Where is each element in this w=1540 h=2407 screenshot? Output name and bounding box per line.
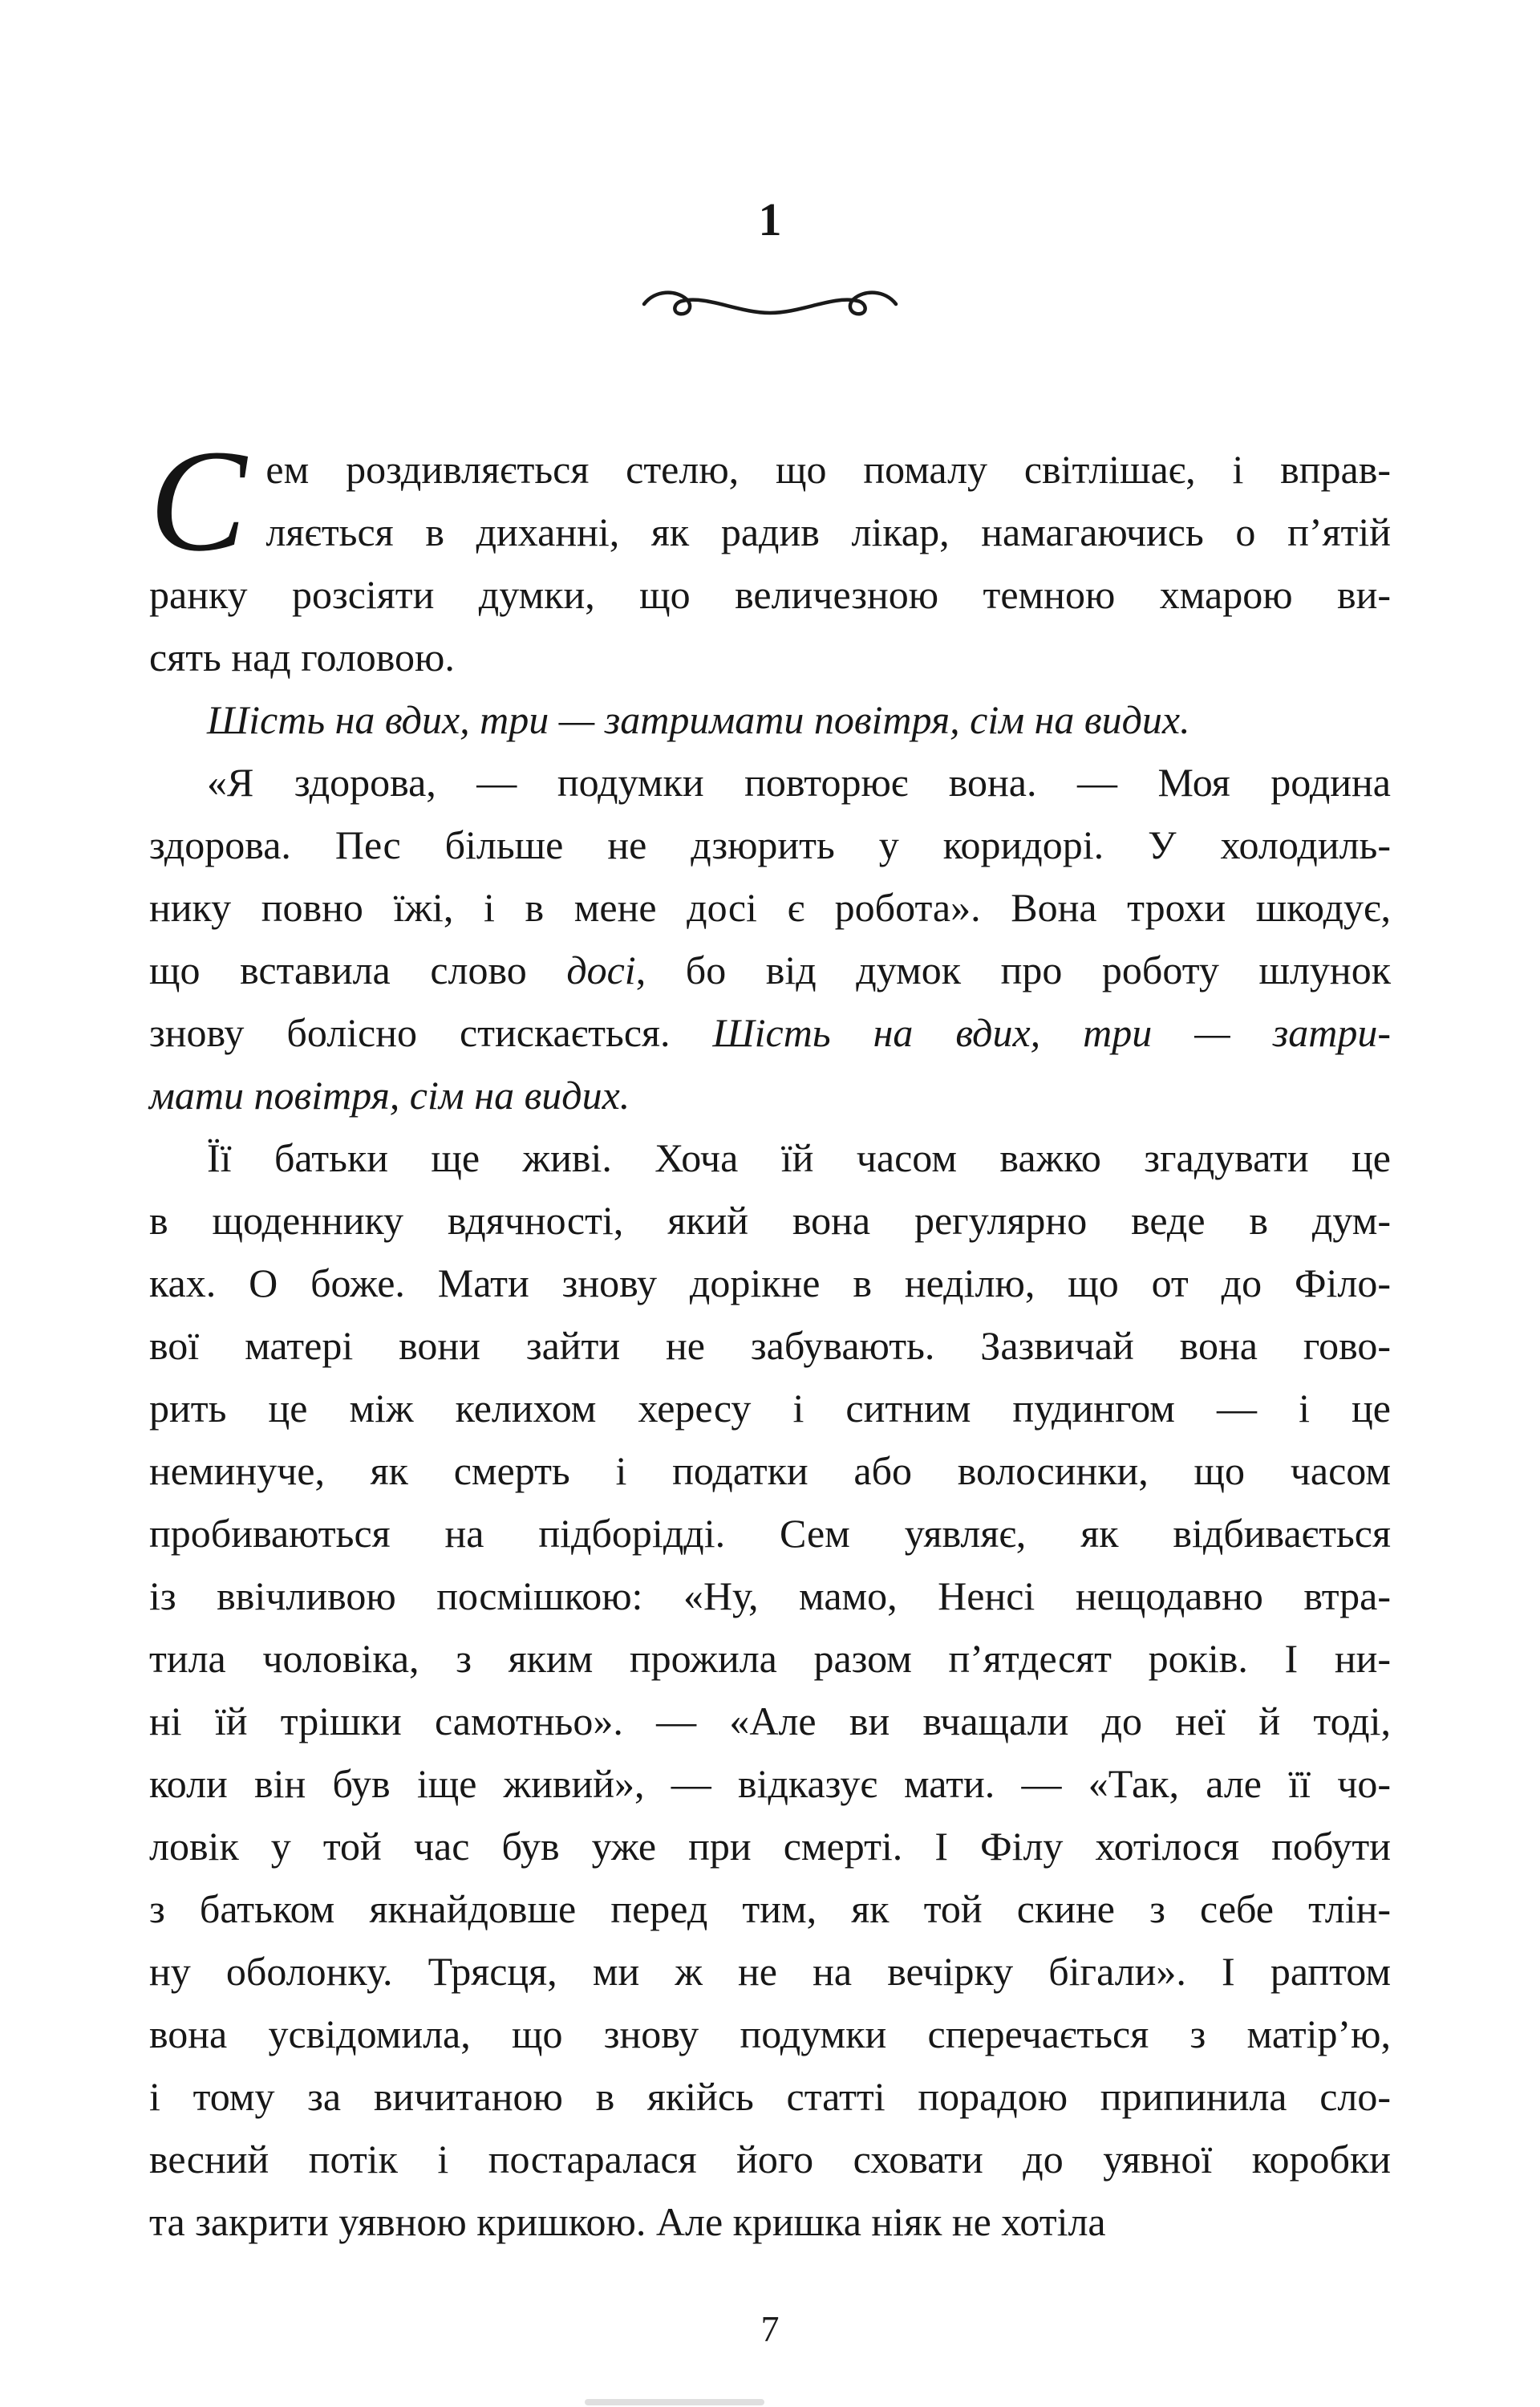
text-line: [149, 1752, 1391, 1815]
text-run: Шість на вдих, три — затри-: [712, 1010, 1391, 1055]
text-line: [149, 1064, 1391, 1126]
text-run: коли він був іще живий», — відказує мати. — «Так, але її чо-: [149, 1761, 1391, 1806]
text-run: та закрити уявною кришкою. Але кришка ніяк не хотіла: [149, 2199, 1106, 2244]
text-run: із ввічливою посмішкою: «Ну, мамо, Ненсі нещодавно втра-: [149, 1573, 1391, 1618]
text-line: [149, 1377, 1391, 1439]
flourish-divider-icon: [638, 282, 902, 323]
text-run: ляється в диханні, як радив лікар, намагаючись о п’ятій: [265, 509, 1391, 554]
text-run: весний потік і постаралася його сховати до уявної коробки: [149, 2137, 1391, 2182]
text-run: пробиваються на підборідді. Сем уявляє, як відбивається: [149, 1511, 1391, 1556]
text-run: ні їй трішки самотньо». — «Але ви вчащали до неї й тоді,: [149, 1699, 1391, 1743]
text-line: [149, 1940, 1391, 2003]
text-run: ем роздивляється стелю, що помалу світлішає, і вправ-: [265, 447, 1391, 492]
text-run: «Я здорова, — подумки повторює вона. — Моя родина: [207, 760, 1391, 805]
text-line: [149, 1189, 1391, 1252]
text-line: [149, 1439, 1391, 1502]
text-run: Шість на вдих, три — затримати повітря, сім на видих.: [207, 697, 1190, 742]
text-run: ках. О боже. Мати знову дорікне в неділю, що от до Філо-: [149, 1260, 1391, 1305]
text-run: , бо від думок про роботу шлунок: [635, 948, 1391, 992]
text-line: [149, 1565, 1391, 1627]
scan-artifact: [585, 2399, 764, 2405]
text-line: [149, 751, 1391, 814]
text-run: тила чоловіка, з яким прожила разом п’ятдесят років. І ни-: [149, 1636, 1391, 1681]
text-line: [149, 1815, 1391, 1877]
text-line: [149, 939, 1391, 1001]
text-run: з батьком якнайдовше перед тим, як той скине з себе тлін-: [149, 1886, 1391, 1931]
text-run: знову болісно стискається.: [149, 1010, 713, 1055]
text-run: досі: [566, 948, 636, 992]
text-line: [149, 1001, 1391, 1064]
text-line: [149, 1314, 1391, 1377]
text-block: [149, 420, 1391, 2253]
text-line: [149, 438, 1391, 501]
text-line: [149, 1627, 1391, 1690]
drop-cap: С: [149, 420, 247, 582]
text-line: [149, 1877, 1391, 1940]
page-number: 7: [760, 2308, 780, 2349]
text-run: ну оболонку. Трясця, ми ж не на вечірку бігали». І раптом: [149, 1949, 1391, 1994]
text-run: рить це між келихом хересу і ситним пудингом — і це: [149, 1386, 1391, 1431]
paragraph: [149, 751, 1391, 1126]
text-run: неминуче, як смерть і податки або волосинки, що часом: [149, 1448, 1391, 1493]
text-line: [149, 1126, 1391, 1189]
text-run: мати повітря, сім на видих.: [149, 1073, 630, 1118]
text-line: [149, 2065, 1391, 2128]
text-line: [149, 1502, 1391, 1565]
chapter-number: 1: [758, 193, 782, 246]
text-run: в щоденнику вдячності, який вона регулярно веде в дум-: [149, 1198, 1391, 1243]
text-run: ранку розсіяти думки, що величезною темною хмарою ви-: [149, 572, 1391, 617]
text-line: [149, 1252, 1391, 1314]
text-line: [149, 501, 1391, 563]
text-run: вої матері вони зайти не забувають. Зазвичай вона гово-: [149, 1323, 1391, 1368]
text-run: нику повно їжі, і в мене досі є робота». Вона трохи шкодує,: [149, 885, 1391, 930]
text-line: [149, 688, 1391, 751]
text-line: [149, 876, 1391, 939]
text-line: [149, 626, 1391, 688]
paragraph: [149, 688, 1391, 751]
text-line: [149, 2190, 1391, 2253]
text-run: здорова. Пес більше не дзюрить у коридорі. У холодиль-: [149, 822, 1391, 867]
text-line: [149, 2003, 1391, 2065]
text-run: сять над головою.: [149, 635, 455, 680]
text-line: [149, 2128, 1391, 2190]
text-run: і тому за вичитаною в якійсь статті порадою припинила сло-: [149, 2074, 1391, 2119]
paragraph: [149, 1126, 1391, 2253]
text-line: [149, 814, 1391, 876]
text-run: Її батьки ще живі. Хоча їй часом важко згадувати це: [207, 1135, 1391, 1180]
text-run: ловік у той час був уже при смерті. І Філу хотілося побути: [149, 1824, 1391, 1869]
text-line: [149, 1690, 1391, 1752]
text-run: вона усвідомила, що знову подумки сперечається з матір’ю,: [149, 2011, 1391, 2056]
text-line: [149, 563, 1391, 626]
text-run: що вставила слово: [149, 948, 567, 992]
paragraph: [149, 420, 1391, 688]
